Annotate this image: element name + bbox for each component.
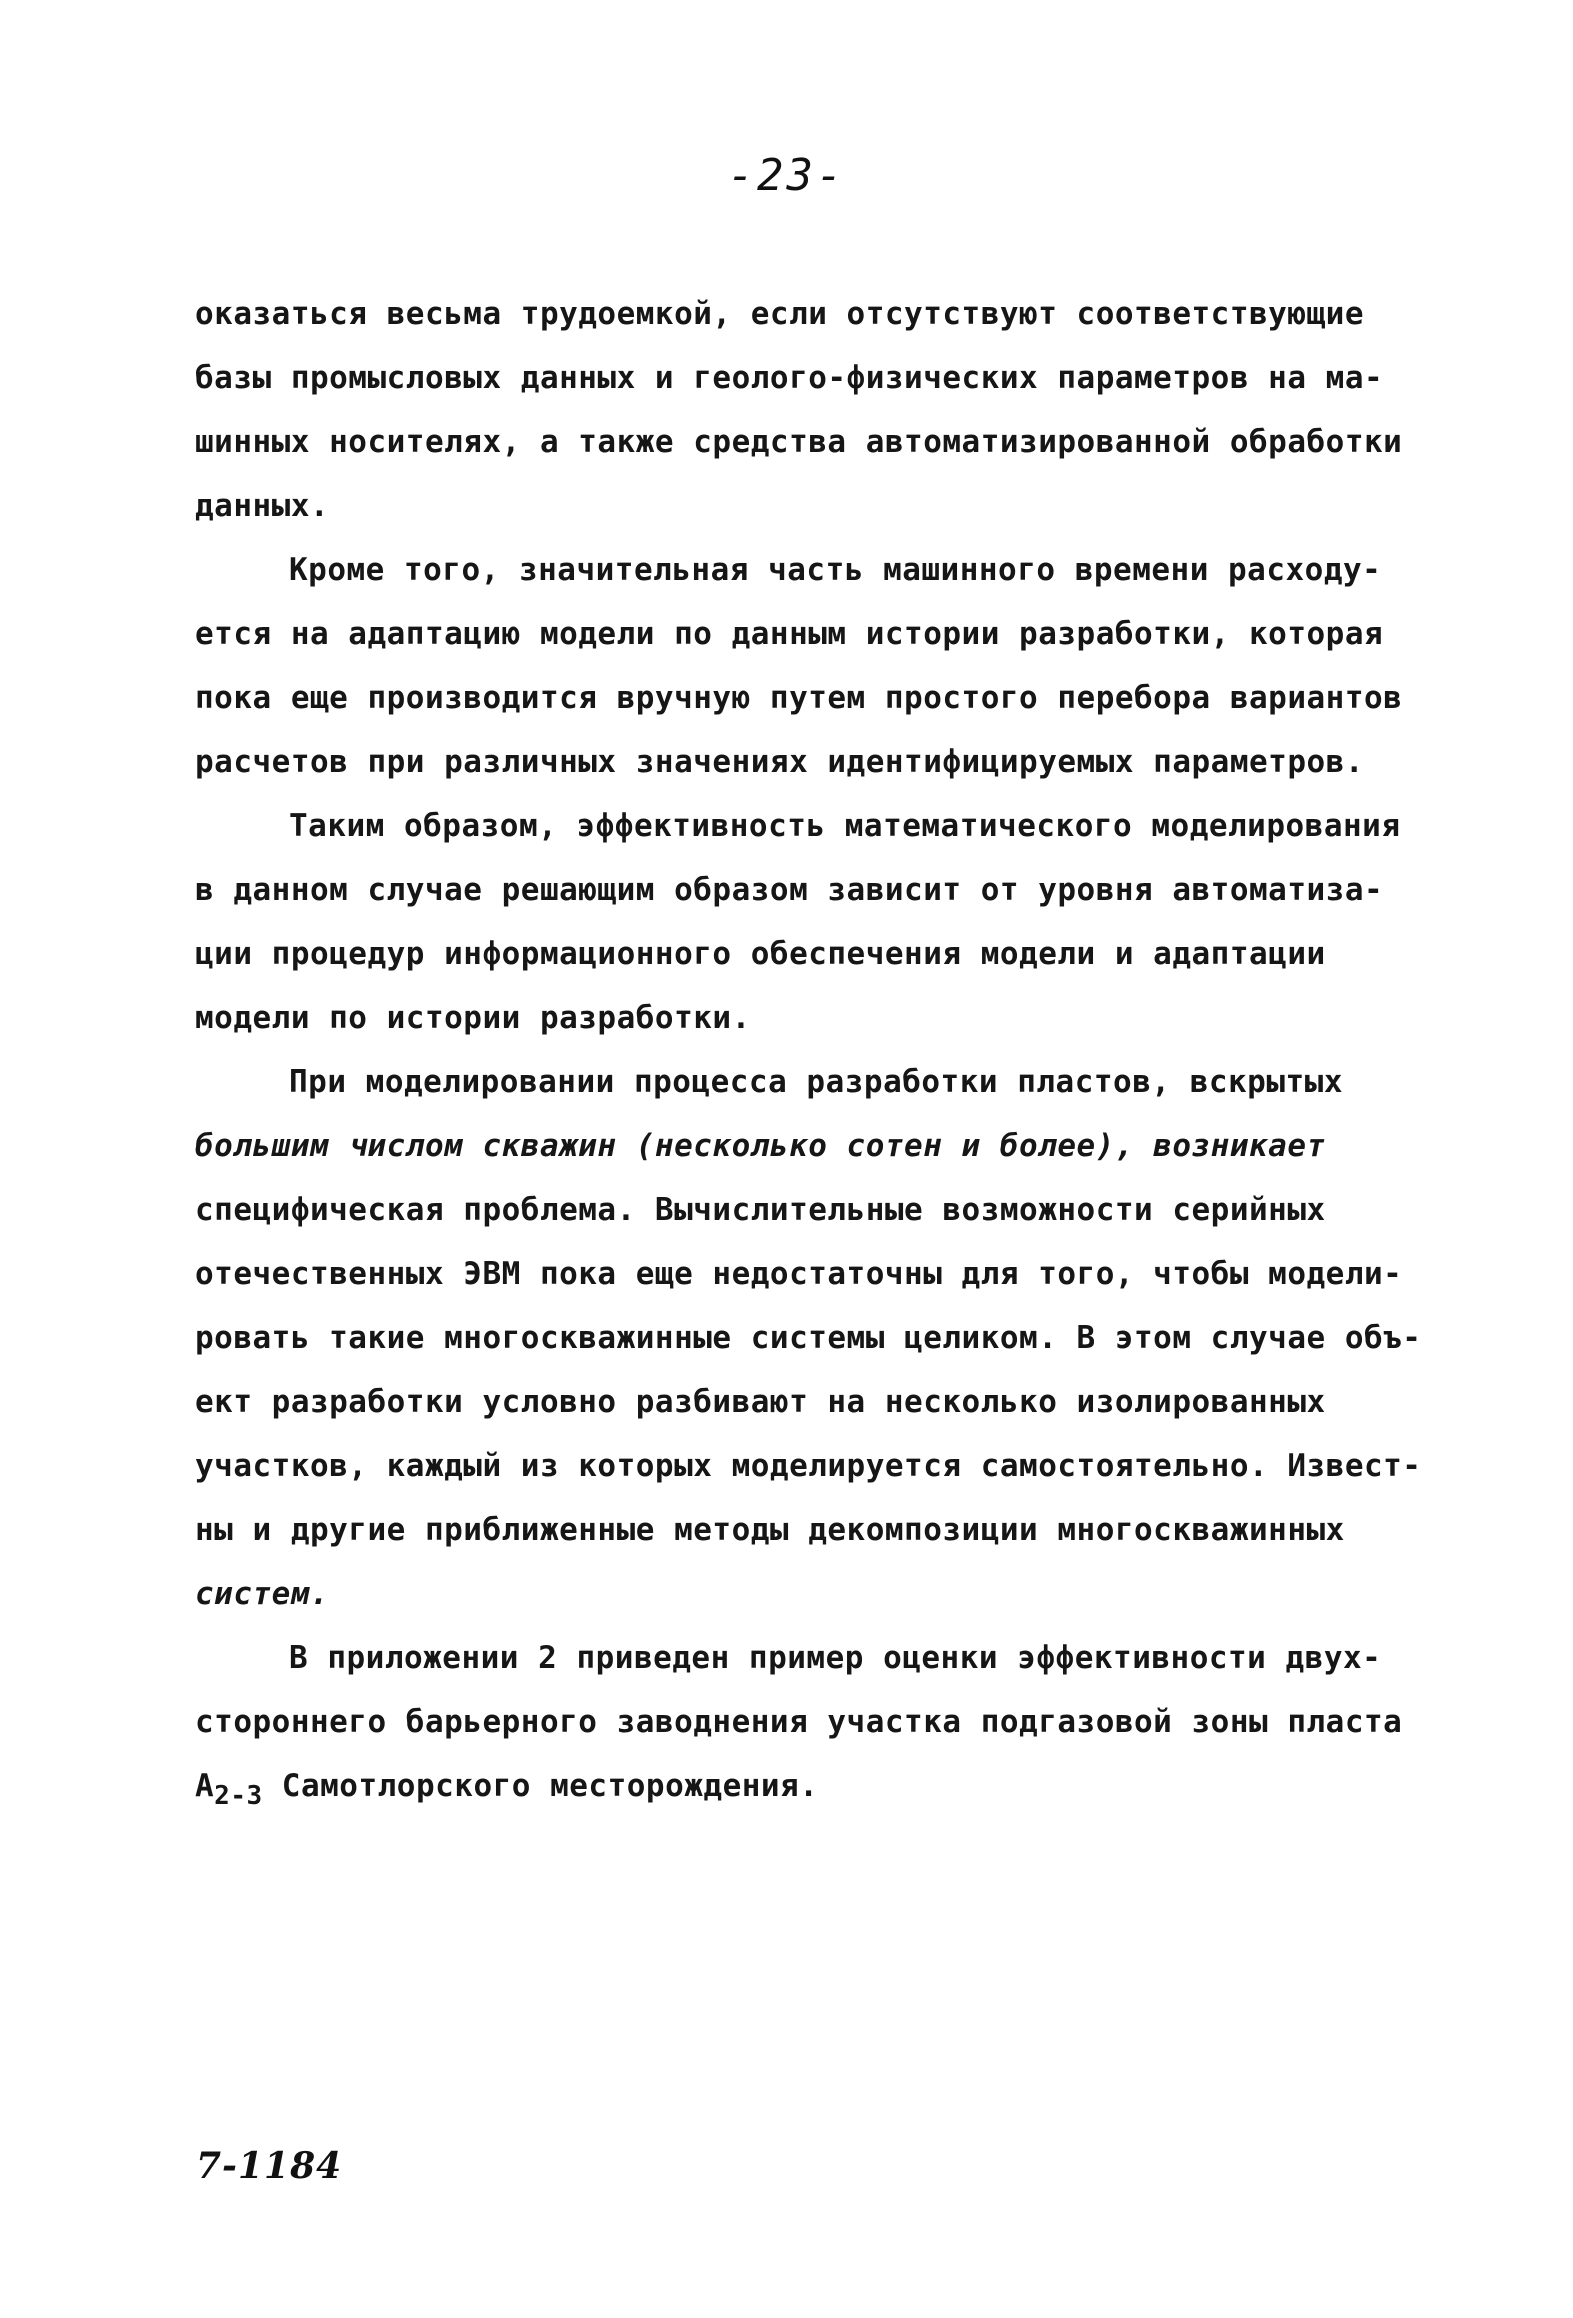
handwritten-footer-code: 7-1184: [196, 2145, 343, 2187]
text-line: ны и другие приближенные методы декомпозиции многоскважинных: [195, 1512, 1345, 1548]
text-line: При моделировании процесса разработки пластов, вскрытых: [289, 1064, 1343, 1100]
text-line: расчетов при различных значениях идентифицируемых параметров.: [195, 744, 1364, 780]
formation-subscript: 2-3: [214, 1781, 263, 1811]
text-line: В приложении 2 приведен пример оценки эффективности двух-: [289, 1640, 1382, 1676]
text-line: отечественных ЭВМ пока еще недостаточны для того, чтобы модели-: [195, 1256, 1403, 1292]
text-line: ровать такие многоскважинные системы целиком. В этом случае объ-: [195, 1320, 1422, 1356]
text-line: ется на адаптацию модели по данным истории разработки, которая: [195, 616, 1384, 652]
text-line: стороннего барьерного заводнения участка подгазовой зоны пласта: [195, 1704, 1403, 1740]
text-line: ции процедур информационного обеспечения модели и адаптации: [195, 936, 1326, 972]
text-line: шинных носителях, а также средства автоматизированной обработки: [195, 424, 1403, 460]
text-line: большим числом скважин (несколько сотен и более), возникает: [195, 1128, 1326, 1164]
last-line-text: Самотлорского месторождения.: [262, 1768, 819, 1804]
page-number: -23-: [727, 150, 846, 201]
text-line: пока еще производится вручную путем простого перебора вариантов: [195, 680, 1403, 716]
text-line: специфическая проблема. Вычислительные возможности серийных: [195, 1192, 1326, 1228]
text-line: участков, каждый из которых моделируется самостоятельно. Извест-: [195, 1448, 1422, 1484]
text-line: систем.: [195, 1576, 330, 1612]
text-line: оказаться весьма трудоемкой, если отсутствуют соответствующие: [195, 296, 1364, 332]
formation-symbol: А: [195, 1768, 215, 1804]
text-line: Кроме того, значительная часть машинного времени расходу-: [289, 552, 1382, 588]
text-line: Таким образом, эффективность математического моделирования: [289, 808, 1401, 844]
text-line: базы промысловых данных и геолого-физических параметров на ма-: [195, 360, 1384, 396]
text-line: данных.: [195, 488, 330, 524]
text-line: модели по истории разработки.: [195, 1000, 751, 1036]
text-line-last: [195, 1754, 1485, 1818]
text-line: ект разработки условно разбивают на несколько изолированных: [195, 1384, 1326, 1420]
text-line: в данном случае решающим образом зависит от уровня автоматиза-: [195, 872, 1384, 908]
body-text: [195, 282, 1485, 1818]
